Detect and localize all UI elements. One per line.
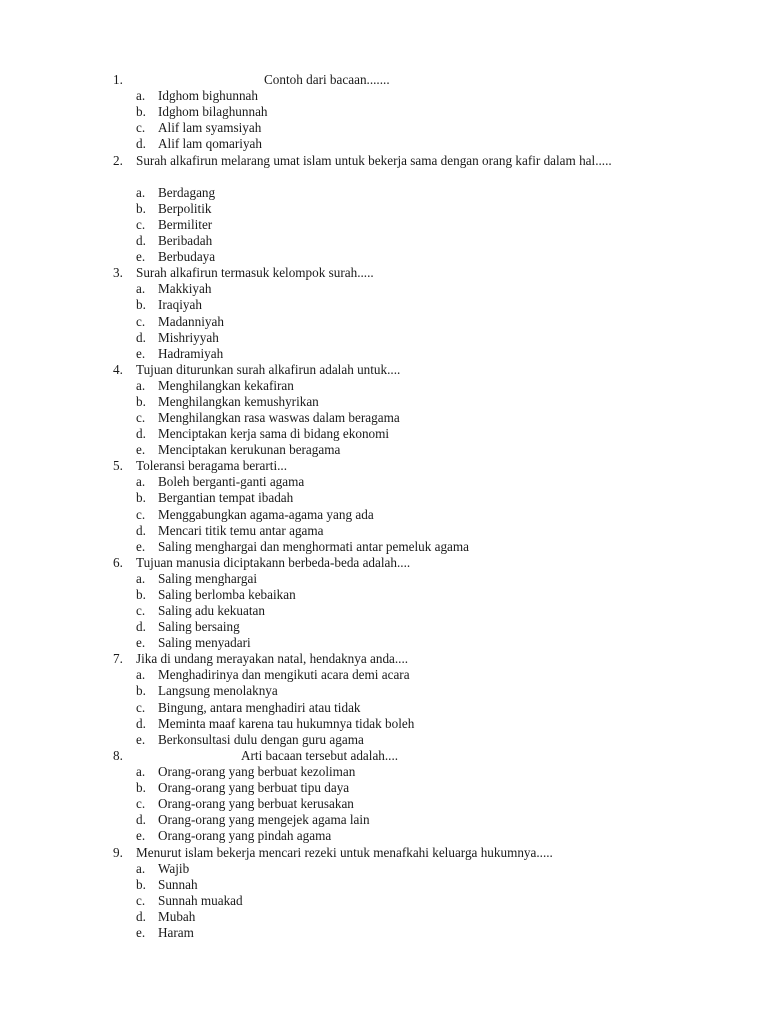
option-text: Haram	[158, 925, 194, 940]
option-text: Orang-orang yang berbuat kerusakan	[158, 796, 354, 811]
question-text: Surah alkafirun melarang umat islam untuk bekerja sama dengan orang kafir dalam hal.....	[136, 153, 612, 168]
option-letter: e.	[136, 442, 146, 457]
option-letter: a.	[136, 571, 146, 586]
option-letter: b.	[136, 877, 146, 892]
question-number: 1.	[113, 72, 123, 87]
option-text: Menghadirinya dan mengikuti acara demi acara	[158, 667, 410, 682]
option-text: Bergantian tempat ibadah	[158, 490, 294, 505]
question-number: 2.	[113, 153, 123, 168]
option-letter: d.	[136, 136, 146, 151]
option-text: Orang-orang yang pindah agama	[158, 828, 332, 843]
question-text: Tujuan manusia diciptakann berbeda-beda adalah....	[136, 555, 411, 570]
option-letter: e.	[136, 249, 146, 264]
option-letter: a.	[136, 281, 146, 296]
option-letter: d.	[136, 426, 146, 441]
option-text: Menghilangkan kemushyrikan	[158, 394, 319, 409]
option-letter: e.	[136, 925, 146, 940]
option-letter: a.	[136, 185, 146, 200]
option-letter: d.	[136, 233, 146, 248]
option-text: Idghom bighunnah	[158, 88, 258, 103]
option-letter: b.	[136, 780, 146, 795]
option-text: Mubah	[158, 909, 196, 924]
question-text: Tujuan diturunkan surah alkafirun adalah untuk....	[136, 362, 401, 377]
question-text: Toleransi beragama berarti...	[136, 458, 288, 473]
option-text: Menggabungkan agama-agama yang ada	[158, 507, 374, 522]
question-text: Jika di undang merayakan natal, hendaknya anda....	[136, 651, 409, 666]
option-letter: b.	[136, 297, 146, 312]
option-text: Alif lam syamsiyah	[158, 120, 262, 135]
option-letter: a.	[136, 378, 146, 393]
option-letter: d.	[136, 716, 146, 731]
option-letter: e.	[136, 635, 146, 650]
option-text: Meminta maaf karena tau hukumnya tidak boleh	[158, 716, 415, 731]
option-letter: d.	[136, 619, 146, 634]
question-number: 5.	[113, 458, 123, 473]
option-text: Bingung, antara menghadiri atau tidak	[158, 700, 361, 715]
option-text: Iraqiyah	[158, 297, 202, 312]
option-letter: e.	[136, 732, 146, 747]
option-text: Sunnah muakad	[158, 893, 243, 908]
option-letter: a.	[136, 667, 146, 682]
option-text: Makkiyah	[158, 281, 212, 296]
option-text: Menghilangkan kekafiran	[158, 378, 294, 393]
option-text: Wajib	[158, 861, 190, 876]
option-text: Menghilangkan rasa waswas dalam beragama	[158, 410, 400, 425]
question-number: 4.	[113, 362, 123, 377]
option-letter: a.	[136, 861, 146, 876]
option-letter: b.	[136, 587, 146, 602]
option-letter: c.	[136, 314, 146, 329]
option-letter: b.	[136, 201, 146, 216]
option-text: Saling bersaing	[158, 619, 240, 634]
option-text: Bermiliter	[158, 217, 213, 232]
question-number: 8.	[113, 748, 123, 763]
option-text: Boleh berganti-ganti agama	[158, 474, 305, 489]
option-text: Menciptakan kerukunan beragama	[158, 442, 341, 457]
option-letter: c.	[136, 796, 146, 811]
option-letter: b.	[136, 104, 146, 119]
option-letter: a.	[136, 764, 146, 779]
option-text: Langsung menolaknya	[158, 683, 278, 698]
option-text: Menciptakan kerja sama di bidang ekonomi	[158, 426, 390, 441]
question-number: 7.	[113, 651, 123, 666]
option-text: Orang-orang yang mengejek agama lain	[158, 812, 370, 827]
option-letter: c.	[136, 217, 146, 232]
option-text: Idghom bilaghunnah	[158, 104, 268, 119]
option-text: Saling berlomba kebaikan	[158, 587, 296, 602]
option-text: Madanniyah	[158, 314, 224, 329]
option-text: Berbudaya	[158, 249, 216, 264]
option-letter: c.	[136, 507, 146, 522]
option-letter: a.	[136, 88, 146, 103]
option-letter: b.	[136, 490, 146, 505]
question-text: Arti bacaan tersebut adalah....	[241, 748, 399, 763]
option-letter: e.	[136, 346, 146, 361]
option-text: Hadramiyah	[158, 346, 224, 361]
question-number: 6.	[113, 555, 123, 570]
option-text: Saling menghargai dan menghormati antar pemeluk agama	[158, 539, 470, 554]
option-letter: c.	[136, 893, 146, 908]
option-text: Berkonsultasi dulu dengan guru agama	[158, 732, 364, 747]
option-letter: e.	[136, 828, 146, 843]
option-letter: c.	[136, 410, 146, 425]
option-text: Berpolitik	[158, 201, 212, 216]
option-text: Orang-orang yang berbuat kezoliman	[158, 764, 356, 779]
option-letter: c.	[136, 120, 146, 135]
question-text: Surah alkafirun termasuk kelompok surah.....	[136, 265, 374, 280]
option-text: Berdagang	[158, 185, 216, 200]
question-number: 3.	[113, 265, 123, 280]
option-letter: d.	[136, 909, 146, 924]
option-letter: c.	[136, 700, 146, 715]
option-text: Saling menghargai	[158, 571, 258, 586]
option-letter: b.	[136, 394, 146, 409]
option-letter: e.	[136, 539, 146, 554]
option-text: Saling adu kekuatan	[158, 603, 265, 618]
question-text: Contoh dari bacaan.......	[264, 72, 390, 87]
option-letter: b.	[136, 683, 146, 698]
option-text: Beribadah	[158, 233, 213, 248]
option-text: Mishriyyah	[158, 330, 219, 345]
option-letter: d.	[136, 330, 146, 345]
option-letter: a.	[136, 474, 146, 489]
question-number: 9.	[113, 845, 123, 860]
option-text: Sunnah	[158, 877, 198, 892]
question-text: Menurut islam bekerja mencari rezeki untuk menafkahi keluarga hukumnya.....	[136, 845, 553, 860]
option-text: Saling menyadari	[158, 635, 251, 650]
option-letter: d.	[136, 812, 146, 827]
option-letter: c.	[136, 603, 146, 618]
option-letter: d.	[136, 523, 146, 538]
option-text: Mencari titik temu antar agama	[158, 523, 324, 538]
option-text: Alif lam qomariyah	[158, 136, 263, 151]
option-text: Orang-orang yang berbuat tipu daya	[158, 780, 350, 795]
